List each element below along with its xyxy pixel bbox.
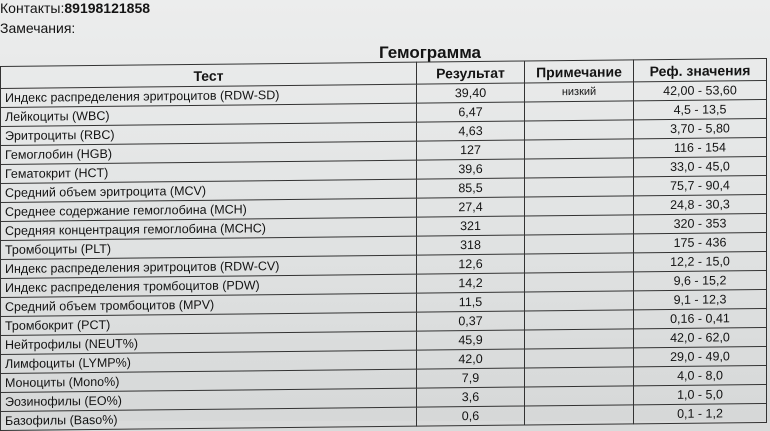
- column-header-test: Тест: [1, 62, 417, 88]
- note-cell: [525, 329, 634, 349]
- test-name-cell: Индекс распределения тромбоцитов (PDW): [1, 274, 417, 297]
- result-cell: 39,6: [417, 159, 525, 179]
- note-cell: [525, 120, 634, 140]
- note-cell: низкий: [525, 82, 634, 102]
- test-name-cell: Моноциты (Mono%): [1, 369, 417, 392]
- note-cell: [525, 272, 634, 292]
- ref-range-cell: 42,00 - 53,60: [634, 80, 767, 100]
- hemogram-table: [0, 58, 767, 431]
- report-title: Гемограмма: [378, 43, 482, 62]
- test-name-cell: Лейкоциты (WBC): [1, 103, 417, 126]
- ref-range-cell: 175 - 436: [634, 232, 767, 252]
- note-cell: [525, 405, 634, 425]
- ref-range-cell: 75,7 - 90,4: [634, 175, 767, 195]
- ref-range-cell: 33,0 - 45,0: [634, 156, 767, 176]
- test-name-cell: Гемоглобин (HGB): [1, 141, 417, 164]
- test-name-cell: Лимфоциты (LYMP%): [1, 350, 417, 373]
- test-name-cell: Индекс распределения эритроцитов (RDW-SD): [1, 84, 417, 107]
- test-name-cell: Эозинофилы (EO%): [1, 388, 417, 411]
- ref-range-cell: 9,1 - 12,3: [634, 289, 767, 309]
- note-cell: [525, 386, 634, 406]
- test-name-cell: Средний объем эритроцита (MCV): [1, 179, 417, 202]
- ref-range-cell: 1,0 - 5,0: [634, 384, 767, 404]
- result-cell: 3,6: [417, 387, 525, 407]
- note-cell: [525, 367, 634, 387]
- test-name-cell: Гематокрит (HCT): [1, 160, 417, 183]
- ref-range-cell: 0,16 - 0,41: [634, 308, 767, 328]
- note-cell: [525, 158, 634, 178]
- test-name-cell: Среднее содержание гемоглобина (MCH): [1, 198, 417, 221]
- test-name-cell: Тромбоциты (PLT): [1, 236, 417, 259]
- note-cell: [525, 348, 634, 368]
- ref-range-cell: 9,6 - 15,2: [634, 270, 767, 290]
- result-cell: 42,0: [417, 349, 525, 369]
- result-cell: 27,4: [417, 197, 525, 217]
- remarks-label: Замечания:: [0, 20, 76, 36]
- note-cell: [525, 234, 634, 254]
- note-cell: [525, 291, 634, 311]
- result-cell: 7,9: [417, 368, 525, 388]
- ref-range-cell: 24,8 - 30,3: [634, 194, 767, 214]
- test-name-cell: Базофилы (Baso%): [1, 407, 417, 430]
- result-cell: 12,6: [417, 254, 525, 274]
- note-cell: [525, 101, 634, 121]
- result-cell: 0,37: [417, 311, 525, 331]
- note-cell: [525, 215, 634, 235]
- remarks-line: [0, 20, 75, 36]
- note-cell: [525, 253, 634, 273]
- result-cell: 4,63: [417, 121, 525, 141]
- test-name-cell: Тромбокрит (PCT): [1, 312, 417, 335]
- ref-range-cell: 4,5 - 13,5: [634, 99, 767, 119]
- result-cell: 6,47: [417, 102, 525, 122]
- ref-range-cell: 42,0 - 62,0: [634, 327, 767, 347]
- ref-range-cell: 4,0 - 8,0: [634, 365, 767, 385]
- contacts-label: Контакты:: [0, 0, 65, 16]
- result-cell: 0,6: [417, 406, 525, 426]
- contacts-phone: 89198121858: [64, 0, 151, 16]
- ref-range-cell: 116 - 154: [634, 137, 767, 157]
- note-cell: [525, 310, 634, 330]
- note-cell: [525, 139, 634, 159]
- result-cell: 321: [417, 216, 525, 236]
- ref-range-cell: 3,70 - 5,80: [634, 118, 767, 138]
- test-name-cell: Средняя концентрация гемоглобина (MCHC): [1, 217, 417, 240]
- note-cell: [525, 196, 634, 216]
- result-cell: 39,40: [417, 83, 525, 103]
- ref-range-cell: 12,2 - 15,0: [634, 251, 767, 271]
- ref-range-cell: 320 - 353: [634, 213, 767, 233]
- column-header-note: Примечание: [525, 60, 634, 83]
- note-cell: [525, 177, 634, 197]
- ref-range-cell: 29,0 - 49,0: [634, 346, 767, 366]
- test-name-cell: Средний объем тромбоцитов (MPV): [1, 293, 417, 316]
- column-header-ref: Реф. значения: [634, 58, 767, 81]
- result-cell: 318: [417, 235, 525, 255]
- result-cell: 85,5: [417, 178, 525, 198]
- column-header-result: Результат: [417, 61, 525, 84]
- result-cell: 14,2: [417, 273, 525, 293]
- test-name-cell: Эритроциты (RBC): [1, 122, 417, 145]
- contacts-line: [0, 0, 150, 16]
- result-cell: 127: [417, 140, 525, 160]
- result-cell: 11,5: [417, 292, 525, 312]
- result-cell: 45,9: [417, 330, 525, 350]
- test-name-cell: Нейтрофилы (NEUT%): [1, 331, 417, 354]
- test-name-cell: Индекс распределения эритроцитов (RDW-CV): [1, 255, 417, 278]
- ref-range-cell: 0,1 - 1,2: [634, 403, 767, 423]
